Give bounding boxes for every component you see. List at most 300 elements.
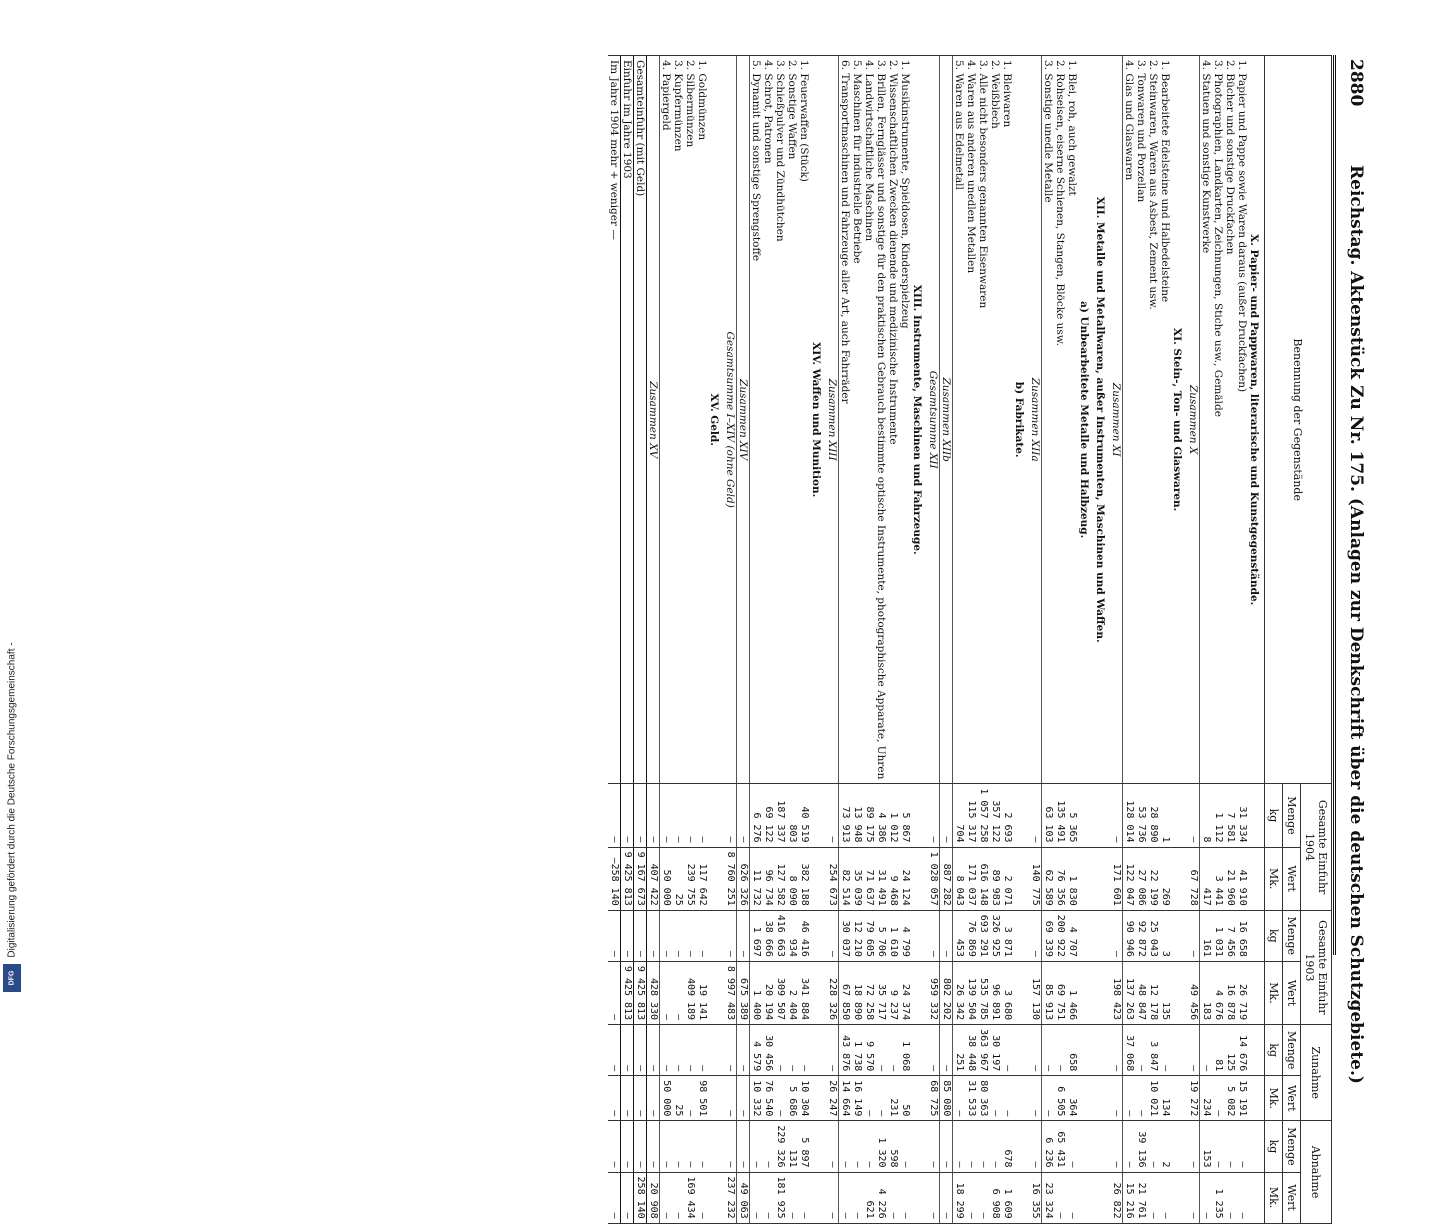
table-cell: 7 581 [1224, 784, 1236, 847]
table-cell: 10 021 [1147, 1076, 1159, 1121]
table-cell: 416 663 [774, 910, 786, 961]
table-cell: 621 [863, 1172, 875, 1223]
table-cell: 23 324 [1042, 1172, 1055, 1223]
row-label: 2. Bücher und sonstige Druckfachen [1224, 56, 1236, 784]
table-cell: — [647, 1076, 660, 1121]
table-cell: — [1135, 1076, 1147, 1121]
table-cell: — [786, 1172, 798, 1223]
table-cell [1094, 1076, 1110, 1121]
table-cell: 254 673 [826, 847, 839, 910]
table-cell: — [786, 1025, 798, 1076]
table-cell: — [1187, 784, 1200, 847]
table-cell: 1 610 [887, 910, 899, 961]
table-cell: — [608, 1172, 621, 1223]
row-label: 4. Papiergeld [660, 56, 673, 784]
table-cell: — [672, 1121, 684, 1172]
table-cell: 363 967 [977, 1025, 989, 1076]
table-cell: 19 272 [1187, 1076, 1200, 1121]
table-cell: 25 [672, 847, 684, 910]
table-cell: 41 910 [1236, 847, 1248, 910]
table-cell: 5 867 [899, 784, 911, 847]
table-cell: — [1147, 1172, 1159, 1223]
table-row [1123, 56, 1136, 1224]
table-cell [810, 1025, 826, 1076]
table-cell: — [634, 910, 647, 961]
table-cell: 269 [1159, 847, 1171, 910]
table-cell: 49 456 [1187, 961, 1200, 1024]
table-cell: 96 734 [762, 847, 774, 910]
table-cell: 16 658 [1236, 910, 1248, 961]
row-label: 4. Waren aus anderen unedlen Metallen [965, 56, 977, 784]
table-row [875, 56, 887, 1224]
dfg-logo [3, 964, 21, 992]
row-label: Zusammen X [1187, 56, 1200, 784]
table-cell: — [826, 1025, 839, 1076]
section-heading-row [810, 56, 826, 1224]
table-cell: — [1212, 1121, 1224, 1172]
table-cell: 26 342 [953, 961, 966, 1024]
table-row [1054, 56, 1066, 1224]
table-cell: — [762, 1172, 774, 1223]
table-cell: — [927, 1025, 940, 1076]
table-cell: 251 [953, 1025, 966, 1076]
table-cell: — [608, 1121, 621, 1172]
table-cell: 76 540 [762, 1076, 774, 1121]
table-cell: — [887, 1172, 899, 1223]
table-cell: — [927, 784, 940, 847]
total-row [1029, 56, 1042, 1224]
table-cell: — [1029, 1121, 1042, 1172]
table-row [863, 56, 875, 1224]
table-cell [1013, 910, 1029, 961]
row-label: XV. Geld. [708, 56, 724, 784]
table-cell: 4 226 [875, 1172, 887, 1223]
table-cell: 4 799 [899, 910, 911, 961]
table-cell: 24 124 [899, 847, 911, 910]
row-label: a) Unbearbeitete Metalle und Halbzeug. [1078, 56, 1094, 784]
table-cell: 6 908 [989, 1172, 1001, 1223]
table-cell: — [684, 784, 696, 847]
table-cell: — [927, 1121, 940, 1172]
table-cell: 131 [786, 1121, 798, 1172]
row-label: 2. Sonstige Waffen [786, 56, 798, 784]
row-label: 4. Schrot, Patronen [762, 56, 774, 784]
table-cell: — [839, 1121, 852, 1172]
total-row [1110, 56, 1123, 1224]
table-cell: — [724, 784, 737, 847]
table-cell: — [684, 1076, 696, 1121]
digitization-sidebar [0, 0, 24, 1000]
table-cell: — [875, 1025, 887, 1076]
table-cell: 50 000 [660, 1076, 673, 1121]
table-cell: 1 738 [851, 1025, 863, 1076]
table-cell: — [1224, 1172, 1236, 1223]
table-cell: 67 850 [839, 961, 852, 1024]
table-cell: — [672, 961, 684, 1024]
table-cell: — [634, 1025, 647, 1076]
table-cell: 3 871 [1001, 910, 1013, 961]
table-cell: 2 [1159, 1121, 1171, 1172]
column-group-1903: Gesamte Einfuhr 1903 [1301, 910, 1332, 1024]
table-cell: — [647, 1025, 660, 1076]
table-cell: 234 [1200, 1076, 1213, 1121]
table-cell: — [1187, 910, 1200, 961]
table-cell: 1 [1159, 784, 1171, 847]
table-cell: 125 [1224, 1025, 1236, 1076]
table-cell: — [660, 910, 673, 961]
table-cell: — [1236, 1172, 1248, 1223]
page-title: Reichstag. Aktenstück Zu Nr. 175. (Anlagen zur Denkschrift über die deutschen Schutzgebiete.) [1346, 165, 1366, 1084]
table-row [953, 56, 966, 1224]
table-cell [708, 1025, 724, 1076]
column-unit-mk: Mk. [1265, 847, 1283, 910]
table-cell: 357 122 [989, 784, 1001, 847]
table-row [1159, 56, 1171, 1224]
table-cell: — [1135, 1025, 1147, 1076]
column-header-wert: Wert [1283, 1172, 1301, 1223]
row-label: Gesamtsumme XII [927, 56, 940, 784]
table-cell: 81 [1212, 1025, 1224, 1076]
table-cell: 24 374 [899, 961, 911, 1024]
row-label: 4. Glas und Glaswaren [1123, 56, 1136, 784]
row-label: 4. Statuen und sonstige Kunstwerke [1200, 56, 1213, 784]
table-cell: 616 148 [977, 847, 989, 910]
table-cell: 417 [1200, 847, 1213, 910]
digitization-credit: Digitalisierung gefördert durch die Deutsche Forschungsgemeinschaft - [6, 642, 18, 958]
table-cell [1078, 1025, 1094, 1076]
table-cell [1171, 1121, 1187, 1172]
table-cell: 9 425 813 [621, 961, 634, 1024]
table-cell: 1 697 [750, 910, 763, 961]
row-label: 1. Musikinstrumente, Spieldosen, Kinderspielzeug [899, 56, 911, 784]
table-cell: — [927, 1172, 940, 1223]
table-cell: — [684, 1121, 696, 1172]
table-cell: 30 037 [839, 910, 852, 961]
table-cell: — [851, 1172, 863, 1223]
table-cell: 69 122 [762, 784, 774, 847]
table-cell: 8 043 [953, 847, 966, 910]
table-cell: — [1054, 1025, 1066, 1076]
table-row [660, 56, 673, 1224]
table-cell: 326 925 [989, 910, 1001, 961]
table-cell: — [608, 1025, 621, 1076]
table-cell [1171, 961, 1187, 1024]
row-label: 1. Goldmünzen [696, 56, 708, 784]
table-cell: 26 247 [826, 1076, 839, 1121]
table-cell: — [774, 1076, 786, 1121]
table-cell: — [1110, 910, 1123, 961]
table-cell: 30 456 [762, 1025, 774, 1076]
table-cell: — [1123, 1121, 1136, 1172]
table-cell: — [660, 961, 673, 1024]
table-row [989, 56, 1001, 1224]
table-cell [1013, 847, 1029, 910]
table-row [851, 56, 863, 1224]
table-cell: — [839, 1172, 852, 1223]
table-cell: 382 188 [798, 847, 810, 910]
table-cell [1094, 1121, 1110, 1172]
row-label: XIV. Waffen und Munition. [810, 56, 826, 784]
table-cell: — [634, 1076, 647, 1121]
table-row [774, 56, 786, 1224]
table-cell [1013, 1172, 1029, 1223]
row-label: Gesamteinfuhr (mit Geld) [634, 56, 647, 784]
table-cell [1078, 961, 1094, 1024]
table-cell: 535 785 [977, 961, 989, 1024]
table-cell: 21 960 [1224, 847, 1236, 910]
table-cell: — [940, 1172, 953, 1223]
table-cell [1248, 961, 1265, 1024]
row-label: 3. Schießpulver und Zündhütchen [774, 56, 786, 784]
row-label: 5. Dynamit und sonstige Sprengstoffe [750, 56, 763, 784]
table-cell: 22 199 [1147, 847, 1159, 910]
table-cell: 50 000 [660, 847, 673, 910]
table-cell [1248, 1076, 1265, 1121]
table-cell [1013, 1076, 1029, 1121]
table-cell [911, 784, 927, 847]
table-cell: — [634, 784, 647, 847]
row-label: XII. Metalle und Metallwaren, außer Instrumenten, Maschinen und Waffen. [1094, 56, 1110, 784]
table-cell: 30 197 [989, 1025, 1001, 1076]
table-cell: — [940, 1121, 953, 1172]
table-cell [708, 961, 724, 1024]
table-cell: 1 466 [1066, 961, 1078, 1024]
table-cell: 341 884 [798, 961, 810, 1024]
table-cell: — [798, 1172, 810, 1223]
table-cell: 25 043 [1147, 910, 1159, 961]
table-cell: 134 [1159, 1076, 1171, 1121]
table-cell: 15 191 [1236, 1076, 1248, 1121]
table-cell: — [737, 784, 750, 847]
row-label: 1. Bearbeitete Edelsteine und Halbedelsteine [1159, 56, 1171, 784]
total-row [927, 56, 940, 1224]
import-table [608, 55, 1332, 1224]
row-label: 6. Transportmaschinen und Fahrzeuge aller Art, auch Fahrräder [839, 56, 852, 784]
table-cell: — [1054, 1172, 1066, 1223]
table-cell: — [989, 1076, 1001, 1121]
table-cell: 49 063 [737, 1172, 750, 1223]
table-cell: 18 890 [851, 961, 863, 1024]
table-row [750, 56, 763, 1224]
table-cell: 364 [1066, 1076, 1078, 1121]
table-cell: 171 601 [1110, 847, 1123, 910]
table-cell [1013, 1121, 1029, 1172]
row-label: 5. Waren aus Edelmetall [953, 56, 966, 784]
table-cell: 65 431 [1054, 1121, 1066, 1172]
table-cell: 73 913 [839, 784, 852, 847]
table-body [608, 56, 1265, 1224]
table-cell: 4 676 [1212, 961, 1224, 1024]
table-cell: 31 533 [965, 1076, 977, 1121]
section-heading-row [1013, 56, 1029, 1224]
column-unit-mk: Mk. [1265, 1172, 1283, 1223]
table-cell: 9 425 813 [634, 961, 647, 1024]
table-cell: — [977, 1172, 989, 1223]
row-label: 2. Steinwaren, Waren aus Asbest, Zement usw. [1147, 56, 1159, 784]
table-cell: 1 320 [875, 1121, 887, 1172]
table-cell: 122 047 [1123, 847, 1136, 910]
table-cell: 11 732 [750, 847, 763, 910]
column-header-item: Benennung der Gegenstände [1265, 56, 1332, 784]
table-cell [1171, 1076, 1187, 1121]
table-cell: 79 605 [863, 910, 875, 961]
table-cell: — [798, 1025, 810, 1076]
column-unit-kg: kg [1265, 1121, 1283, 1172]
section-heading-row [708, 56, 724, 1224]
table-cell [1013, 1025, 1029, 1076]
section-heading-row [911, 56, 927, 1224]
table-cell: — [1110, 784, 1123, 847]
dfg-logo-text: DFG [8, 970, 16, 986]
table-cell: — [1187, 1025, 1200, 1076]
table-cell: — [737, 910, 750, 961]
table-cell: 1 112 [1212, 784, 1224, 847]
row-label: Zusammen XV [647, 56, 660, 784]
table-cell: — [826, 784, 839, 847]
table-cell: 72 258 [863, 961, 875, 1024]
table-cell [1094, 961, 1110, 1024]
table-cell: 1 235 [1212, 1172, 1224, 1223]
table-cell: 12 178 [1147, 961, 1159, 1024]
table-cell: 409 189 [684, 961, 696, 1024]
table-cell: 10 304 [798, 1076, 810, 1121]
table-cell: — [672, 1172, 684, 1223]
column-header-wert: Wert [1283, 961, 1301, 1024]
table-cell: — [696, 1172, 708, 1223]
page-number: 2880 [1346, 59, 1366, 107]
table-cell: — [621, 910, 634, 961]
row-label: Zusammen XIII [826, 56, 839, 784]
table-cell: — [608, 784, 621, 847]
table-cell: 140 775 [1029, 847, 1042, 910]
table-cell [1013, 961, 1029, 1024]
table-cell [911, 910, 927, 961]
total-row [724, 56, 737, 1224]
table-cell: — [899, 1172, 911, 1223]
table-cell: 1 028 057 [927, 847, 940, 910]
table-cell: 2 693 [1001, 784, 1013, 847]
table-cell: — [696, 1025, 708, 1076]
table-cell: 2 404 [786, 961, 798, 1024]
table-cell: 26 719 [1236, 961, 1248, 1024]
table-row [839, 56, 852, 1224]
column-unit-mk: Mk. [1265, 961, 1283, 1024]
column-header-wert: Wert [1283, 1076, 1301, 1121]
table-cell: — [684, 1025, 696, 1076]
table-cell [1078, 1076, 1094, 1121]
table-cell: — [608, 910, 621, 961]
table-cell: 89 983 [989, 847, 1001, 910]
row-label: 3. Kupfermünzen [672, 56, 684, 784]
table-cell: 3 847 [1147, 1025, 1159, 1076]
table-cell: 169 434 [684, 1172, 696, 1223]
table-row [684, 56, 696, 1224]
table-cell: 135 491 [1054, 784, 1066, 847]
table-cell [1171, 1172, 1187, 1223]
table-cell: 5 706 [875, 910, 887, 961]
table-cell: 5 897 [798, 1121, 810, 1172]
table-cell: — [851, 1121, 863, 1172]
table-cell: 40 519 [798, 784, 810, 847]
table-cell [810, 961, 826, 1024]
table-row [899, 56, 911, 1224]
table-cell [1248, 1121, 1265, 1172]
table-cell: 675 389 [737, 961, 750, 1024]
table-cell: 157 130 [1029, 961, 1042, 1024]
table-cell: — [887, 1025, 899, 1076]
table-cell: — [608, 961, 621, 1024]
table-cell [810, 784, 826, 847]
column-header-menge: Menge [1283, 910, 1301, 961]
document-page [132, 55, 1372, 1219]
table-row [696, 56, 708, 1224]
table-cell [911, 1172, 927, 1223]
table-cell [810, 1172, 826, 1223]
table-cell: — [1200, 1172, 1213, 1223]
table-row [786, 56, 798, 1224]
column-header-menge: Menge [1283, 1121, 1301, 1172]
table-cell: 3 441 [1212, 847, 1224, 910]
table-cell [911, 847, 927, 910]
table-cell [1171, 847, 1187, 910]
table-cell: 239 755 [684, 847, 696, 910]
table-cell: 20 908 [647, 1172, 660, 1223]
total-row [634, 56, 647, 1224]
table-cell [1013, 784, 1029, 847]
table-cell: 43 876 [839, 1025, 852, 1076]
table-cell [708, 1172, 724, 1223]
row-label: 1. Bleiwaren [1001, 56, 1013, 784]
table-cell: 14 676 [1236, 1025, 1248, 1076]
row-label: 2. Rohseisen, eiserne Schienen, Stangen, Blöcke usw. [1054, 56, 1066, 784]
table-cell [1078, 1172, 1094, 1223]
row-label: 3. Photographien, Landkarten, Zeichnungen, Stiche usw., Gemälde [1212, 56, 1224, 784]
table-row [1001, 56, 1013, 1224]
table-cell: 127 582 [774, 847, 786, 910]
table-cell [810, 1076, 826, 1121]
table-cell: 20 194 [762, 961, 774, 1024]
table-row [965, 56, 977, 1224]
total-row [608, 56, 621, 1224]
table-cell: 8 997 483 [724, 961, 737, 1024]
table-cell: 16 878 [1224, 961, 1236, 1024]
table-cell: — [621, 1025, 634, 1076]
table-cell: — [1001, 1025, 1013, 1076]
table-cell: 137 263 [1123, 961, 1136, 1024]
table-cell: 139 504 [965, 961, 977, 1024]
table-cell: — [1200, 1025, 1213, 1076]
table-cell [708, 847, 724, 910]
table-cell: 39 136 [1135, 1121, 1147, 1172]
table-cell: — [1187, 1172, 1200, 1223]
table-cell: 76 869 [965, 910, 977, 961]
table-cell: — [965, 1121, 977, 1172]
table-cell: — [826, 1121, 839, 1172]
table-cell: — [927, 910, 940, 961]
table-cell [911, 961, 927, 1024]
row-label: Zusammen XIIa [1029, 56, 1042, 784]
table-cell: 28 890 [1147, 784, 1159, 847]
table-cell: — [660, 1025, 673, 1076]
table-cell: 9 237 [887, 961, 899, 1024]
table-cell: — [1029, 784, 1042, 847]
table-cell: 21 761 [1135, 1172, 1147, 1223]
table-cell: 128 014 [1123, 784, 1136, 847]
table-row [1042, 56, 1055, 1224]
import-table-wrapper [608, 55, 1332, 1219]
table-cell [1078, 784, 1094, 847]
table-cell [1078, 847, 1094, 910]
